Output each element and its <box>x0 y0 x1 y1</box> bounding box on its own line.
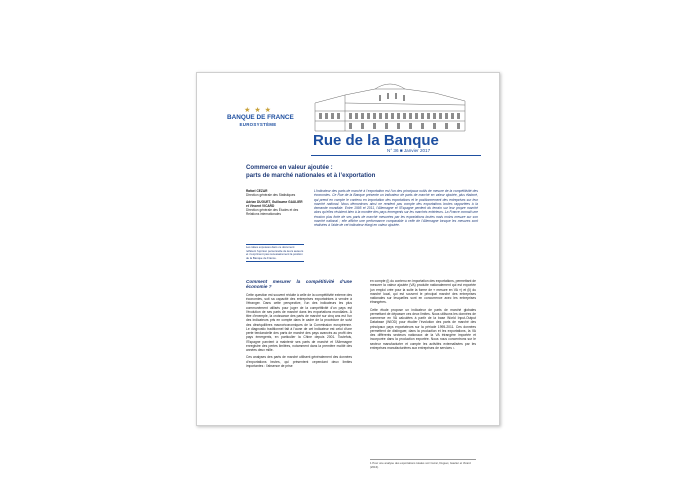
section-heading: Comment mesurer la compétitivité d’une économie ? <box>246 279 352 290</box>
article-title-line-1: Commerce en valeur ajoutée : <box>246 164 333 171</box>
issue-number: N° 36 ■ Janvier 2017 <box>387 148 431 153</box>
author-affiliation: Direction générale des Études et des Relations internationales <box>246 208 299 217</box>
footnote: 1 Pour une analyse des exportations totales voir Cezar, Duguet, Gaulier et Vicard (2016). <box>370 459 476 469</box>
disclaimer-note: Les idées exposées dans ce document reflètent l’opinion personnelle de leurs auteurs et n’expriment pas nécessairement la position de la Banque de France. <box>246 244 304 262</box>
author-list <box>246 189 306 220</box>
banque-de-france-logo <box>227 107 294 128</box>
document-page <box>196 72 500 469</box>
publication-title: Rue de la Banque <box>313 132 439 149</box>
author-name: Rafael CEZAR <box>246 189 268 193</box>
article-title <box>246 164 446 180</box>
body-paragraph: Ces analyses des parts de marché utilisent généralement des données d’exportations brutes, qui présentent cependant deux limites importantes : l’absence de prise <box>246 355 352 368</box>
body-paragraph: Cette question est souvent réduite à celle de la compétitivité externe des économies, soit sa capacité des entreprises exportatrices à vendre à l’étranger. Dans cette perspective, l’un des indicateurs les plus communément utilisés pour juger de la compétitivité d’un pays est l’évolution de ses parts de marché dans les exportations mondiales. À titre d’exemple, la croissance des parts de marché sur cinq ans est l’un des indicateurs pris en compte dans le cadre de la procédure de suivi des déséquilibres macroéconomiques de la Commission européenne. Le diagnostic traditionnel fait à l’aune de cet indicateur est celui d’une perte tendancielle des parts de marché des pays avancés au profit des pays émergents, en particulier la Chine depuis 2001. Toutefois, l’Espagne parvient à maintenir ses parts de marché et l’Allemagne enregistre des pertes limitées, notamment dans la première moitié des années deux mille. <box>246 292 352 353</box>
building-illustration <box>305 81 475 137</box>
article-title-line-2: parts de marché nationales et à l’exportation <box>246 172 376 179</box>
body-paragraph: en compte (i) du contenu en importation des exportations, permettant de mesurer la valeur ajoutée (VA) produite nationalement qui est exportée (un emploi crée pour la suite la forme de « mesure en VA ») et (ii) du marché local, qui est souvent le principal marché des entreprises nationales sur lesquelles sont en concurrence avec les entreprises étrangères. <box>370 279 476 305</box>
logo-subtitle: EUROSYSTÈME <box>239 122 277 127</box>
author-name: Adrian DUGUET, Guillaume GAULIER et Vincent VICARD <box>246 200 303 209</box>
header-divider <box>311 155 481 156</box>
abstract: L’indicateur des parts de marché à l’exportation est l’un des principaux outils de mesure de la compétitivité des économies. Ce Rue de la Banque présente un indicateur de parts de marché en valeur ajoutée, plus élaboré, qui prend en compte le contenu en importation des exportations et le positionnement des entreprises sur leur marché national. Nous démontrons ainsi ne rendent pas compte des exportations brutes rapportées à la demande mondiale. Entre 1995 et 2011, l’Allemagne et l’Espagne perdent du terrain sur leur propre marché alors qu’elles résistent bien à la montée des pays émergents sur les marchés extérieurs. La France connaît une érosion plus forte de ses parts de marché mesurées par les exportations brutes mais moins mesure sur son marché national ; elle affiche une performance comparable à celle de l’Allemagne lorsque les mesures sont réalisées à l’aide de cet indicateur élargi en valeur ajoutée. <box>314 189 478 227</box>
author-affiliation: Direction générale des Statistiques <box>246 193 296 198</box>
right-column <box>370 279 476 353</box>
logo-stars: ★ ★ ★ <box>244 107 272 114</box>
logo-name: BANQUE DE FRANCE <box>227 114 294 121</box>
left-column <box>246 279 352 371</box>
body-paragraph: Cette étude propose un indicateur de parts de marché globales permettant de dépasser ces deux limites. Nous utilisons les données de commerce en VA calculées à partir de la base World Input-Output Database (WIOD) pour étudier l’évolution des parts de marché des principaux pays exportateurs sur la période 1995-2011. Ces données permettent de distinguer, dans la production et les exportations, la VA des différents secteurs nationaux de la VA étrangère importée et incorporée dans la production exportée. Nous nous concentrons sur le secteur manufacturier et compte les activités externalisées par les entreprises manufacturières aux entreprises de services ¹. <box>370 307 476 350</box>
